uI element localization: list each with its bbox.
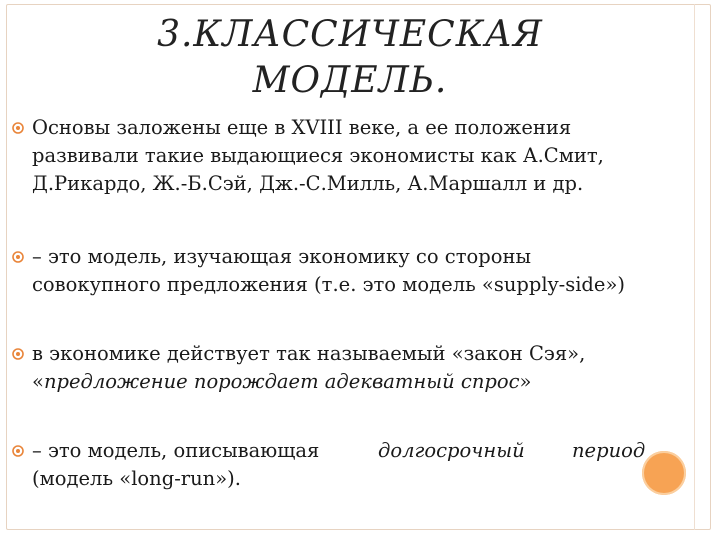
bullet-4-line1 [32, 437, 682, 465]
orange-target-bullet-icon [12, 251, 24, 263]
bullet-2-line1: – это модель, изучающая экономику со стороны [32, 245, 531, 268]
orange-target-bullet-icon [12, 122, 24, 134]
bullet-text-4 [32, 437, 682, 493]
slide-title-line2: МОДЕЛЬ. [252, 60, 448, 101]
bullet-3-italic-phrase: предложение порождает адекватный спрос [43, 370, 520, 393]
bullet-1-line1: Основы заложены еще в XVIII веке, а ее положения [32, 116, 572, 139]
bullet-3-line1: в экономике действует так называемый «закон Сэя», [32, 342, 586, 365]
orange-target-bullet-icon [12, 445, 24, 457]
bullet-3-quote-open: « [32, 370, 44, 393]
bullet-2-line2: совокупного предложения (т.е. это модель «supply-side») [32, 273, 625, 296]
bullet-4-line2: (модель «long-run»). [32, 467, 241, 490]
bullet-text-2 [32, 243, 682, 299]
bullet-4-part-b: долгосрочный [378, 439, 525, 462]
bullet-4-part-c: период [572, 439, 646, 462]
bullet-text-1 [32, 114, 682, 198]
bullet-1-line2: развивали такие выдающиеся экономисты как А.Смит, [32, 144, 604, 167]
orange-target-bullet-icon [12, 348, 24, 360]
decorative-orange-circle [642, 451, 686, 495]
slide-title-line1: 3.КЛАССИЧЕСКАЯ [157, 14, 543, 55]
bullet-3-line2 [32, 368, 682, 396]
bullet-3-quote-close: » [519, 370, 532, 393]
bullet-1-line3: Д.Рикардо, Ж.-Б.Сэй, Дж.-С.Милль, А.Маршалл и др. [32, 172, 584, 195]
bullet-text-3 [32, 340, 682, 396]
bullet-4-part-a: – это модель, описывающая [32, 439, 320, 462]
